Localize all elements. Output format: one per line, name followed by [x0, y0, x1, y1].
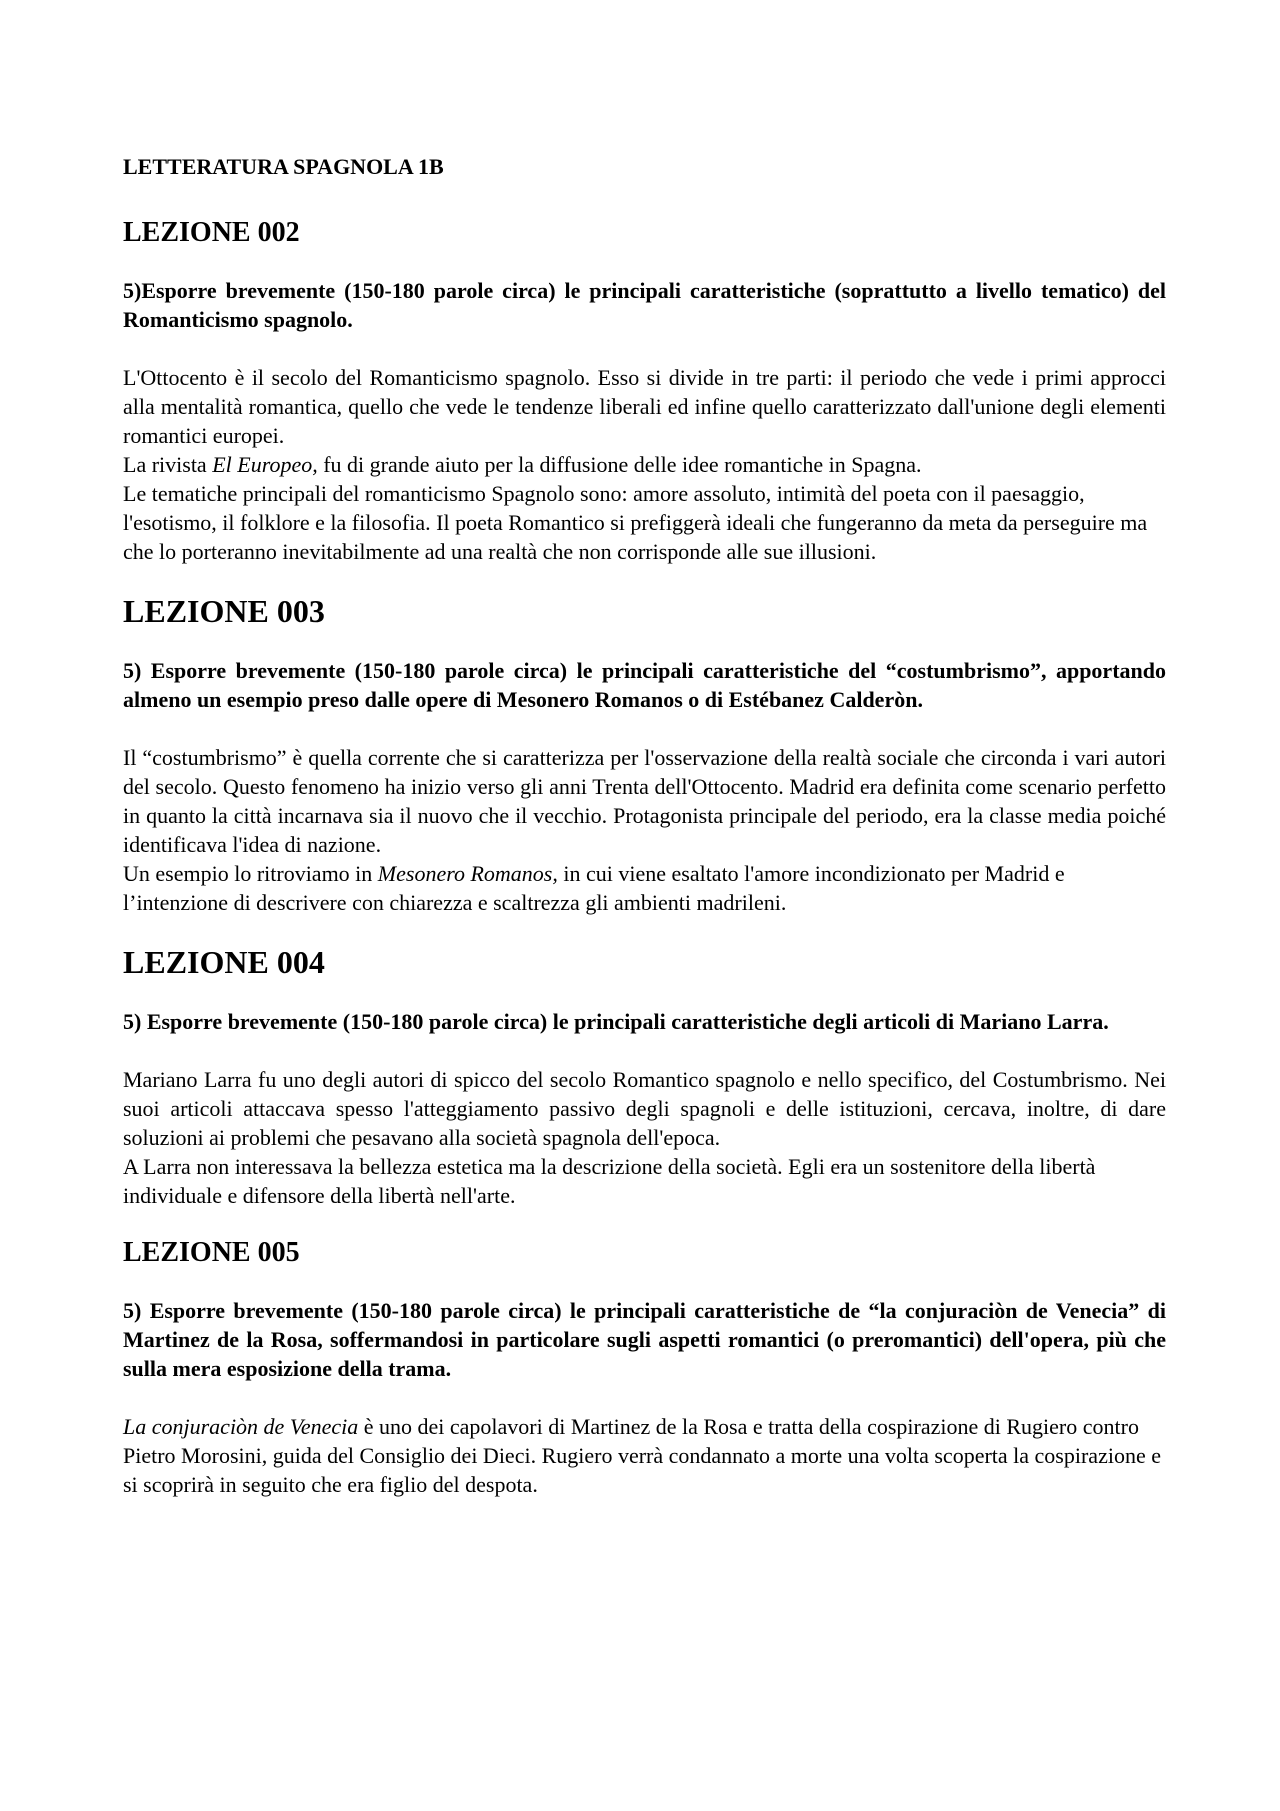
answer-paragraph [123, 859, 1166, 917]
lesson-heading: LEZIONE 002 [123, 217, 300, 248]
lesson-section-003 [123, 592, 1166, 917]
answer-paragraph [123, 1412, 1166, 1499]
answer-paragraph: L'Ottocento è il secolo del Romanticismo spagnolo. Esso si divide in tre parti: il periodo che vede i primi approcci alla mentalità romantica, quello che vede le tendenze liberali ed infine quello caratterizzato dall'unione degli elementi romantici europei. [123, 365, 1166, 448]
answer-paragraph: A Larra non interessava la bellezza estetica ma la descrizione della società. Egli era un sostenitore della libertà individuale e difensore della libertà nell'arte. [123, 1154, 1096, 1208]
answer-paragraph [123, 450, 1166, 479]
work-title: El Europeo, [212, 452, 318, 477]
lesson-answer [123, 363, 1166, 566]
document-page [123, 152, 1166, 1525]
answer-paragraph: Mariano Larra fu uno degli autori di spicco del secolo Romantico spagnolo e nello specifico, del Costumbrismo. Nei suoi articoli attaccava spesso l'atteggiamento passivo degli spagnoli e delle istituzioni, cercava, inoltre, di dare soluzioni ai problemi che pesavano alla società spagnola dell'epoca. [123, 1067, 1166, 1150]
answer-text: La rivista [123, 452, 213, 477]
answer-paragraph: Il “costumbrismo” è quella corrente che si caratterizza per l'osservazione della realtà sociale che circonda i vari autori del secolo. Questo fenomeno ha inizio verso gli anni Trenta dell'Ottocento. Madrid era definita come scenario perfetto in quanto la città incarnava sia il nuovo che il vecchio. Protagonista principale del periodo, era la classe media poiché identificava l'idea di nazione. [123, 745, 1166, 857]
lesson-heading: LEZIONE 003 [123, 593, 325, 629]
lesson-answer [123, 743, 1166, 917]
answer-text: è uno dei capolavori di Martinez de la Rosa e tratta della cospirazione di Rugiero contro Pietro Morosini, guida del Consiglio dei Dieci. Rugiero verrà condannato a morte una volta scoperta la cospirazione e si scoprirà in seguito che era figlio del despota. [123, 1414, 1161, 1497]
lesson-question: 5) Esporre brevemente (150-180 parole circa) le principali caratteristiche del “costumbrismo”, apportando almeno un esempio preso dalle opere di Mesonero Romanos o di Estébanez Calderòn. [123, 658, 1166, 712]
lesson-section-005 [123, 1236, 1166, 1499]
lesson-heading: LEZIONE 005 [123, 1237, 300, 1268]
lesson-question: 5) Esporre brevemente (150-180 parole circa) le principali caratteristiche degli articoli di Mariano Larra. [123, 1009, 1109, 1034]
lesson-section-004 [123, 943, 1166, 1210]
lesson-answer [123, 1065, 1166, 1210]
lesson-section-002 [123, 216, 1166, 566]
answer-text: Un esempio lo ritroviamo in [123, 861, 378, 886]
author-name: Mesonero Romanos, [377, 861, 558, 886]
answer-paragraph: Le tematiche principali del romanticismo Spagnolo sono: amore assoluto, intimità del poeta con il paesaggio, l'esotismo, il folklore e la filosofia. Il poeta Romantico si prefiggerà ideali che fungeranno da meta da perseguire ma che lo porteranno inevitabilmente ad una realtà che non corrisponde alle sue illusioni. [123, 481, 1148, 564]
answer-text: fu di grande aiuto per la diffusione delle idee romantiche in Spagna. [317, 452, 922, 477]
lesson-answer [123, 1412, 1166, 1499]
lesson-question: 5) Esporre brevemente (150-180 parole circa) le principali caratteristiche de “la conjuraciòn de Venecia” di Martinez de la Rosa, soffermandosi in particolare sugli aspetti romantici (o preromantici) dell'opera, più che sulla mera esposizione della trama. [123, 1298, 1166, 1381]
document-title: LETTERATURA SPAGNOLA 1B [123, 154, 444, 179]
lesson-heading: LEZIONE 004 [123, 944, 325, 980]
answer-text: in cui viene esaltato l'amore incondizionato per Madrid e l’intenzione di descrivere con chiarezza e scaltrezza gli ambienti madrileni. [123, 861, 1065, 915]
work-title: La conjuraciòn de Venecia [123, 1414, 359, 1439]
lesson-question: 5)Esporre brevemente (150-180 parole circa) le principali caratteristiche (soprattutto a livello tematico) del Romanticismo spagnolo. [123, 278, 1166, 332]
